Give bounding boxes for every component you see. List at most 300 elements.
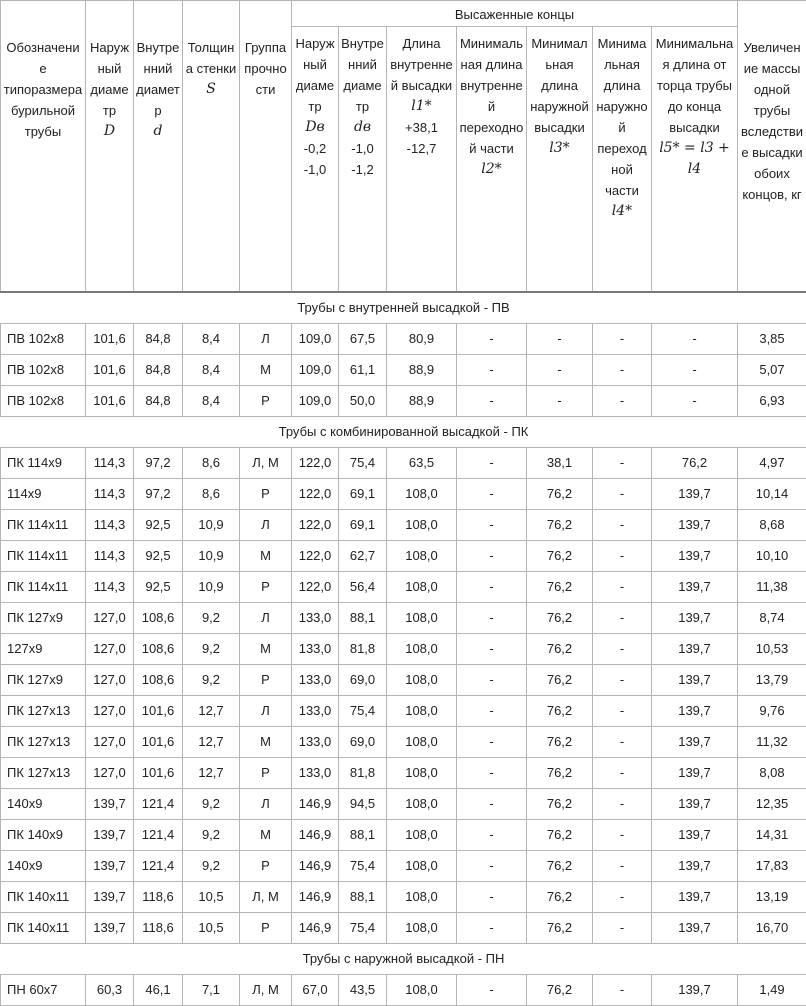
table-cell: - <box>457 851 527 882</box>
table-cell: - <box>527 386 593 417</box>
table-row <box>1 758 806 789</box>
table-cell: 46,1 <box>134 975 183 1006</box>
table-cell: Л, М <box>240 448 292 479</box>
table-cell: 75,4 <box>339 448 387 479</box>
table-cell: 1,49 <box>738 975 806 1006</box>
table-cell: 11,38 <box>738 572 806 603</box>
table-cell: 139,7 <box>652 603 738 634</box>
table-cell: 12,7 <box>183 696 240 727</box>
table-cell: 76,2 <box>527 727 593 758</box>
table-cell: 9,76 <box>738 696 806 727</box>
table-cell: - <box>593 820 652 851</box>
table-cell: 9,2 <box>183 603 240 634</box>
table-cell: 38,1 <box>527 448 593 479</box>
table-cell: М <box>240 355 292 386</box>
table-cell: 92,5 <box>134 541 183 572</box>
table-cell: 114,3 <box>86 448 134 479</box>
table-cell: 12,7 <box>183 758 240 789</box>
table-cell: ПВ 102х8 <box>1 355 86 386</box>
table-cell: Л <box>240 603 292 634</box>
table-cell: 146,9 <box>292 789 339 820</box>
table-cell: 69,1 <box>339 510 387 541</box>
table-cell: 88,9 <box>387 355 457 386</box>
table-cell: 108,0 <box>387 665 457 696</box>
table-cell: 69,1 <box>339 479 387 510</box>
table-cell: 97,2 <box>134 479 183 510</box>
table-cell: - <box>593 727 652 758</box>
table-cell: - <box>457 355 527 386</box>
header-strength-group: Группа прочности <box>240 1 292 293</box>
table-cell: - <box>593 882 652 913</box>
table-cell: 13,79 <box>738 665 806 696</box>
table-cell: - <box>527 324 593 355</box>
table-row <box>1 820 806 851</box>
table-cell: - <box>593 324 652 355</box>
table-body <box>1 292 806 1006</box>
header-inner-diameter: Внутренний диаметр d <box>134 1 183 293</box>
table-cell: 76,2 <box>527 851 593 882</box>
table-cell: 94,5 <box>339 789 387 820</box>
table-cell: 118,6 <box>134 913 183 944</box>
table-cell: 8,4 <box>183 355 240 386</box>
table-cell: 16,70 <box>738 913 806 944</box>
table-cell: 122,0 <box>292 541 339 572</box>
table-cell: ПК 127х13 <box>1 727 86 758</box>
table-cell: 92,5 <box>134 510 183 541</box>
table-cell: 127,0 <box>86 603 134 634</box>
table-cell: 8,68 <box>738 510 806 541</box>
table-cell: 84,8 <box>134 355 183 386</box>
table-cell: - <box>457 603 527 634</box>
table-cell: 122,0 <box>292 572 339 603</box>
table-cell: 12,35 <box>738 789 806 820</box>
table-cell: 76,2 <box>527 510 593 541</box>
header-upset-outer-diameter: Наружный диаметр Dв -0,2 -1,0 <box>292 27 339 293</box>
table-cell: 14,31 <box>738 820 806 851</box>
table-cell: - <box>593 758 652 789</box>
table-cell: 108,0 <box>387 913 457 944</box>
table-cell: - <box>457 913 527 944</box>
table-cell: 114,3 <box>86 510 134 541</box>
table-cell: 76,2 <box>527 603 593 634</box>
table-cell: 8,74 <box>738 603 806 634</box>
table-cell: 10,10 <box>738 541 806 572</box>
table-cell: 133,0 <box>292 603 339 634</box>
table-cell: - <box>652 355 738 386</box>
table-cell: 9,2 <box>183 851 240 882</box>
table-cell: 97,2 <box>134 448 183 479</box>
table-cell: Р <box>240 572 292 603</box>
table-cell: - <box>457 820 527 851</box>
table-cell: 76,2 <box>527 665 593 696</box>
table-cell: 43,5 <box>339 975 387 1006</box>
table-cell: 11,32 <box>738 727 806 758</box>
table-cell: Л <box>240 696 292 727</box>
table-cell: - <box>457 572 527 603</box>
table-cell: 8,6 <box>183 448 240 479</box>
table-cell: 118,6 <box>134 882 183 913</box>
table-row <box>1 324 806 355</box>
table-cell: ПВ 102х8 <box>1 324 86 355</box>
table-cell: 133,0 <box>292 634 339 665</box>
table-row <box>1 355 806 386</box>
table-cell: 139,7 <box>652 665 738 696</box>
table-cell: ПК 127х9 <box>1 603 86 634</box>
header-min-outer-upset: Минимальная длина наружной высадки l3* <box>527 27 593 293</box>
table-cell: 84,8 <box>134 324 183 355</box>
table-cell: 108,0 <box>387 572 457 603</box>
table-row <box>1 603 806 634</box>
table-cell: 139,7 <box>86 913 134 944</box>
table-cell: 127,0 <box>86 727 134 758</box>
table-cell: 10,5 <box>183 913 240 944</box>
header-upset-ends: Высаженные концы <box>292 1 738 27</box>
table-cell: 108,0 <box>387 510 457 541</box>
table-cell: 69,0 <box>339 727 387 758</box>
table-cell: - <box>593 603 652 634</box>
table-cell: 108,6 <box>134 603 183 634</box>
table-cell: 139,7 <box>652 789 738 820</box>
table-cell: 121,4 <box>134 789 183 820</box>
table-row <box>1 448 806 479</box>
table-cell: 5,07 <box>738 355 806 386</box>
table-cell: Р <box>240 386 292 417</box>
table-cell: 9,2 <box>183 789 240 820</box>
table-cell: 127х9 <box>1 634 86 665</box>
table-cell: - <box>457 324 527 355</box>
table-row <box>1 696 806 727</box>
table-cell: 121,4 <box>134 851 183 882</box>
table-cell: - <box>593 665 652 696</box>
table-cell: 101,6 <box>86 386 134 417</box>
table-cell: - <box>457 727 527 758</box>
table-row <box>1 634 806 665</box>
table-cell: ПК 114х11 <box>1 572 86 603</box>
header-min-end-length: Минимальная длина от торца трубы до конца высадки l5* = l3 + l4 <box>652 27 738 293</box>
table-cell: 67,0 <box>292 975 339 1006</box>
table-cell: 109,0 <box>292 355 339 386</box>
table-cell: 67,5 <box>339 324 387 355</box>
table-cell: 122,0 <box>292 479 339 510</box>
table-cell: 12,7 <box>183 727 240 758</box>
table-cell: 8,08 <box>738 758 806 789</box>
table-cell: 9,2 <box>183 634 240 665</box>
table-cell: 76,2 <box>527 634 593 665</box>
header-designation: Обозначение типоразмера бурильной трубы <box>1 1 86 293</box>
table-cell: ПК 140х9 <box>1 820 86 851</box>
table-cell: - <box>652 324 738 355</box>
table-cell: Л, М <box>240 882 292 913</box>
table-cell: 101,6 <box>134 758 183 789</box>
table-cell: 84,8 <box>134 386 183 417</box>
table-cell: 108,0 <box>387 882 457 913</box>
table-cell: 17,83 <box>738 851 806 882</box>
table-row <box>1 913 806 944</box>
table-cell: 101,6 <box>134 727 183 758</box>
table-row <box>1 665 806 696</box>
header-upset-inner-diameter: Внутренний диаметр dв -1,0 -1,2 <box>339 27 387 293</box>
table-cell: 127,0 <box>86 696 134 727</box>
table-cell: Р <box>240 851 292 882</box>
table-cell: 76,2 <box>527 913 593 944</box>
header-wall-thickness: Толщина стенки S <box>183 1 240 293</box>
table-cell: - <box>457 634 527 665</box>
table-cell: - <box>457 479 527 510</box>
table-cell: 60,3 <box>86 975 134 1006</box>
table-cell: ПВ 102х8 <box>1 386 86 417</box>
table-cell: - <box>457 510 527 541</box>
table-cell: 76,2 <box>527 696 593 727</box>
table-cell: 109,0 <box>292 386 339 417</box>
table-cell: 139,7 <box>652 510 738 541</box>
table-cell: 139,7 <box>652 758 738 789</box>
table-cell: 139,7 <box>652 727 738 758</box>
header-outer-diameter: Наружный диаметр D <box>86 1 134 293</box>
section-row <box>1 417 806 448</box>
table-cell: 146,9 <box>292 820 339 851</box>
table-cell: 108,0 <box>387 541 457 572</box>
table-cell: 50,0 <box>339 386 387 417</box>
table-cell: 8,4 <box>183 324 240 355</box>
table-cell: 121,4 <box>134 820 183 851</box>
table-cell: 108,0 <box>387 634 457 665</box>
table-row <box>1 572 806 603</box>
table-cell: Л <box>240 324 292 355</box>
table-cell: 75,4 <box>339 696 387 727</box>
table-cell: - <box>457 789 527 820</box>
table-cell: 139,7 <box>652 913 738 944</box>
table-cell: 101,6 <box>134 696 183 727</box>
table-cell: 139,7 <box>652 820 738 851</box>
table-cell: 62,7 <box>339 541 387 572</box>
table-cell: 114х9 <box>1 479 86 510</box>
table-cell: 139,7 <box>652 541 738 572</box>
table-row <box>1 386 806 417</box>
table-cell: 108,0 <box>387 603 457 634</box>
table-cell: - <box>593 913 652 944</box>
table-cell: 9,2 <box>183 665 240 696</box>
header-mass-increase: Увеличение массы одной трубы вследствие высадки обоих концов, кг <box>738 1 806 293</box>
section-title: Трубы с комбинированной высадкой - ПК <box>1 417 806 448</box>
table-cell: - <box>457 665 527 696</box>
table-row <box>1 789 806 820</box>
table-cell: ПК 140х11 <box>1 913 86 944</box>
section-row <box>1 292 806 324</box>
table-cell: 133,0 <box>292 758 339 789</box>
table-cell: 76,2 <box>527 789 593 820</box>
table-cell: 88,9 <box>387 386 457 417</box>
table-cell: 139,7 <box>652 882 738 913</box>
table-cell: 13,19 <box>738 882 806 913</box>
table-cell: 10,53 <box>738 634 806 665</box>
table-cell: 8,6 <box>183 479 240 510</box>
table-cell: Р <box>240 479 292 510</box>
table-cell: 108,6 <box>134 634 183 665</box>
table-cell: - <box>457 448 527 479</box>
table-cell: ПК 140х11 <box>1 882 86 913</box>
table-cell: 139,7 <box>652 479 738 510</box>
table-cell: - <box>457 882 527 913</box>
table-cell: 101,6 <box>86 324 134 355</box>
table-cell: 114,3 <box>86 572 134 603</box>
table-cell: - <box>527 355 593 386</box>
table-cell: ПК 114х11 <box>1 510 86 541</box>
table-cell: 75,4 <box>339 851 387 882</box>
table-cell: 3,85 <box>738 324 806 355</box>
table-cell: 10,5 <box>183 882 240 913</box>
table-cell: 69,0 <box>339 665 387 696</box>
table-row <box>1 975 806 1006</box>
table-cell: 139,7 <box>86 882 134 913</box>
table-cell: 114,3 <box>86 479 134 510</box>
table-cell: 139,7 <box>652 572 738 603</box>
table-cell: 76,2 <box>527 541 593 572</box>
table-cell: 75,4 <box>339 913 387 944</box>
table-cell: 108,0 <box>387 820 457 851</box>
table-cell: ПН 60х7 <box>1 975 86 1006</box>
section-row <box>1 944 806 975</box>
table-cell: Л <box>240 510 292 541</box>
table-cell: 139,7 <box>652 975 738 1006</box>
table-cell: 81,8 <box>339 634 387 665</box>
table-cell: 76,2 <box>527 479 593 510</box>
table-cell: 76,2 <box>527 758 593 789</box>
table-cell: 101,6 <box>86 355 134 386</box>
table-row <box>1 882 806 913</box>
table-cell: 122,0 <box>292 448 339 479</box>
table-cell: ПК 114х11 <box>1 541 86 572</box>
table-cell: 108,0 <box>387 975 457 1006</box>
table-cell: 8,4 <box>183 386 240 417</box>
table-cell: 140х9 <box>1 789 86 820</box>
table-cell: 88,1 <box>339 882 387 913</box>
table-cell: 76,2 <box>527 572 593 603</box>
table-cell: Л <box>240 789 292 820</box>
table-row <box>1 541 806 572</box>
table-cell: 133,0 <box>292 727 339 758</box>
table-cell: - <box>652 386 738 417</box>
table-cell: 10,9 <box>183 510 240 541</box>
table-cell: 76,2 <box>652 448 738 479</box>
table-cell: - <box>593 572 652 603</box>
table-cell: Р <box>240 665 292 696</box>
table-cell: 146,9 <box>292 851 339 882</box>
table-cell: - <box>593 975 652 1006</box>
table-cell: - <box>593 696 652 727</box>
table-cell: 7,1 <box>183 975 240 1006</box>
table-cell: 88,1 <box>339 603 387 634</box>
table-cell: 127,0 <box>86 758 134 789</box>
table-cell: 139,7 <box>652 634 738 665</box>
table-cell: 63,5 <box>387 448 457 479</box>
table-cell: 133,0 <box>292 696 339 727</box>
table-cell: - <box>593 355 652 386</box>
table-cell: - <box>593 634 652 665</box>
table-cell: 108,0 <box>387 727 457 758</box>
header-inner-upset-length: Длина внутренней высадки l1* +38,1 -12,7 <box>387 27 457 293</box>
table-cell: 10,9 <box>183 541 240 572</box>
table-cell: 56,4 <box>339 572 387 603</box>
header-min-outer-transition: Минимальная длина наружной переходной части l4* <box>593 27 652 293</box>
table-cell: 122,0 <box>292 510 339 541</box>
table-cell: 80,9 <box>387 324 457 355</box>
table-cell: - <box>593 386 652 417</box>
table-cell: 139,7 <box>86 820 134 851</box>
table-row <box>1 851 806 882</box>
table-cell: - <box>457 696 527 727</box>
table-cell: 81,8 <box>339 758 387 789</box>
table-cell: - <box>593 448 652 479</box>
table-cell: М <box>240 541 292 572</box>
table-cell: 108,0 <box>387 479 457 510</box>
table-cell: Р <box>240 758 292 789</box>
table-cell: - <box>457 541 527 572</box>
table-cell: 139,7 <box>652 696 738 727</box>
table-cell: 76,2 <box>527 820 593 851</box>
table-cell: 146,9 <box>292 913 339 944</box>
table-cell: 127,0 <box>86 665 134 696</box>
table-cell: 61,1 <box>339 355 387 386</box>
table-cell: 133,0 <box>292 665 339 696</box>
table-cell: 108,6 <box>134 665 183 696</box>
table-cell: 88,1 <box>339 820 387 851</box>
table-cell: - <box>593 789 652 820</box>
table-cell: 108,0 <box>387 851 457 882</box>
table-cell: 4,97 <box>738 448 806 479</box>
section-title: Трубы с внутренней высадкой - ПВ <box>1 292 806 324</box>
table-cell: 108,0 <box>387 696 457 727</box>
table-cell: 10,9 <box>183 572 240 603</box>
table-cell: 127,0 <box>86 634 134 665</box>
table-cell: 108,0 <box>387 789 457 820</box>
table-row <box>1 479 806 510</box>
table-cell: 146,9 <box>292 882 339 913</box>
table-cell: ПК 127х13 <box>1 696 86 727</box>
table-cell: - <box>593 851 652 882</box>
table-cell: - <box>593 510 652 541</box>
table-cell: 76,2 <box>527 975 593 1006</box>
table-cell: 114,3 <box>86 541 134 572</box>
table-cell: Р <box>240 913 292 944</box>
table-row <box>1 727 806 758</box>
table-cell: 139,7 <box>86 789 134 820</box>
table-cell: 140х9 <box>1 851 86 882</box>
table-cell: 109,0 <box>292 324 339 355</box>
table-cell: - <box>593 479 652 510</box>
table-cell: 139,7 <box>86 851 134 882</box>
table-cell: 6,93 <box>738 386 806 417</box>
table-cell: - <box>457 975 527 1006</box>
table-cell: 92,5 <box>134 572 183 603</box>
header-min-inner-transition: Минимальная длина внутренней переходной части l2* <box>457 27 527 293</box>
table-cell: М <box>240 727 292 758</box>
table-cell: ПК 114х9 <box>1 448 86 479</box>
table-cell: М <box>240 820 292 851</box>
table-cell: 10,14 <box>738 479 806 510</box>
table-cell: - <box>457 386 527 417</box>
table-row <box>1 510 806 541</box>
table-cell: 139,7 <box>652 851 738 882</box>
section-title: Трубы с наружной высадкой - ПН <box>1 944 806 975</box>
table-cell: Л, М <box>240 975 292 1006</box>
table-cell: 76,2 <box>527 882 593 913</box>
table-cell: 9,2 <box>183 820 240 851</box>
table-cell: ПК 127х13 <box>1 758 86 789</box>
table-cell: ПК 127х9 <box>1 665 86 696</box>
table-cell: М <box>240 634 292 665</box>
table-cell: - <box>457 758 527 789</box>
table-cell: 108,0 <box>387 758 457 789</box>
